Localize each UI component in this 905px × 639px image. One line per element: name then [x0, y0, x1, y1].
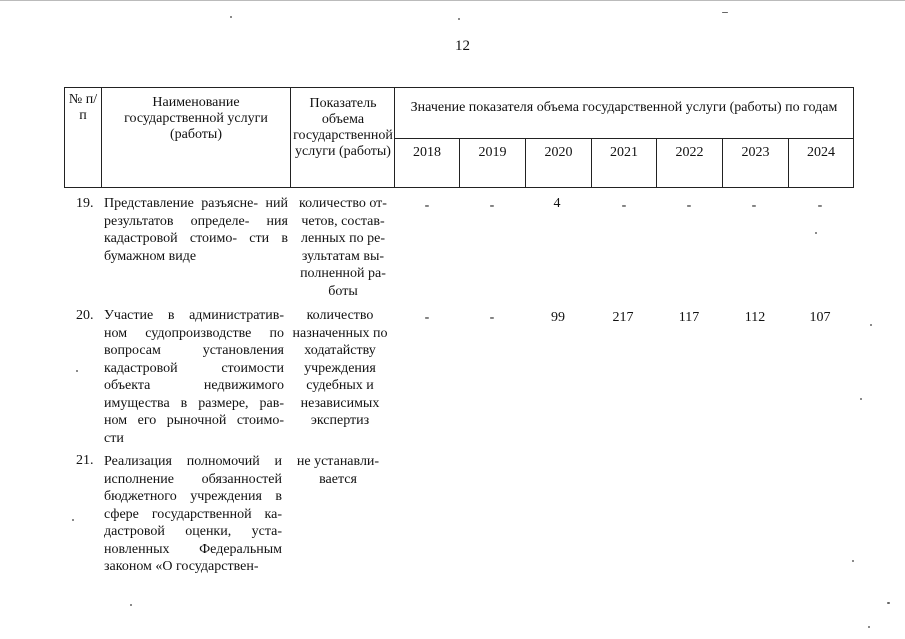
value-2019: -	[489, 198, 495, 213]
header-service-name: Наименование государственной услуги (работы)	[124, 95, 268, 142]
value-2019: -	[489, 310, 495, 325]
scan-speck	[815, 232, 817, 234]
row-service-name: Реализация полномочий и исполнение обязанностей бюджетного учреждения в сфере государственной ка- дастровой оценки, уста- новленных Федеральным законом «О государствен-	[104, 454, 282, 574]
value-2024: 107	[809, 310, 831, 325]
row-indicator: количество назначенных по ходатайству учреждения судебных и независимых экспертиз	[292, 308, 388, 428]
row-service-name: Участие в административ- ном судопроизводстве по вопросам установления кадастровой стоимости объекта недвижимого имущества в размере, рав- ном его рыночной стоимо- сти	[104, 308, 284, 446]
scan-speck	[722, 12, 728, 13]
value-2024: -	[817, 198, 823, 213]
header-year-2022: 2022	[675, 145, 704, 160]
row-service-name: Представление разъясне- ний результатов определе- ния кадастровой стоимо- сти в бумажном виде	[104, 196, 288, 264]
scan-speck	[458, 18, 460, 20]
value-2023: -	[751, 198, 757, 213]
header-year-2023: 2023	[741, 145, 770, 160]
value-2023: 112	[744, 310, 766, 325]
value-2022: 117	[678, 310, 700, 325]
scan-speck	[130, 604, 132, 606]
row-indicator: количество от- четов, состав- ленных по ре- зультатам вы- полненной ра- боты	[299, 196, 387, 299]
value-2018: -	[424, 198, 430, 213]
row-number: 19.	[76, 196, 94, 211]
page-number: 12	[455, 38, 470, 54]
header-indicator: Показатель объема государственной услуги (работы)	[293, 96, 393, 159]
row-number: 20.	[76, 308, 94, 323]
row-number: 21.	[76, 453, 94, 468]
row-indicator: не устанавли- вается	[296, 454, 380, 487]
header-year-2018: 2018	[413, 145, 441, 160]
scan-speck	[887, 602, 890, 604]
scan-speck	[860, 398, 862, 400]
header-year-2024: 2024	[807, 145, 835, 160]
header-number: № п/п	[68, 92, 98, 123]
header-year-2019: 2019	[478, 145, 507, 160]
scan-speck	[870, 324, 872, 326]
header-year-2020: 2020	[544, 145, 573, 160]
top-border-line	[0, 0, 905, 1]
value-2022: -	[686, 198, 692, 213]
value-2021: 217	[612, 310, 634, 325]
scan-speck	[72, 519, 74, 521]
scan-speck	[76, 370, 78, 372]
value-2020: 99	[551, 310, 565, 325]
header-year-2021: 2021	[610, 145, 638, 160]
value-2020: 4	[553, 196, 561, 211]
scan-speck	[230, 16, 232, 18]
value-2018: -	[424, 310, 430, 325]
header-values-group: Значение показателя объема государственной услуги (работы) по годам	[410, 100, 838, 115]
value-2021: -	[621, 198, 627, 213]
scan-speck	[852, 560, 854, 562]
scan-speck	[868, 626, 870, 628]
